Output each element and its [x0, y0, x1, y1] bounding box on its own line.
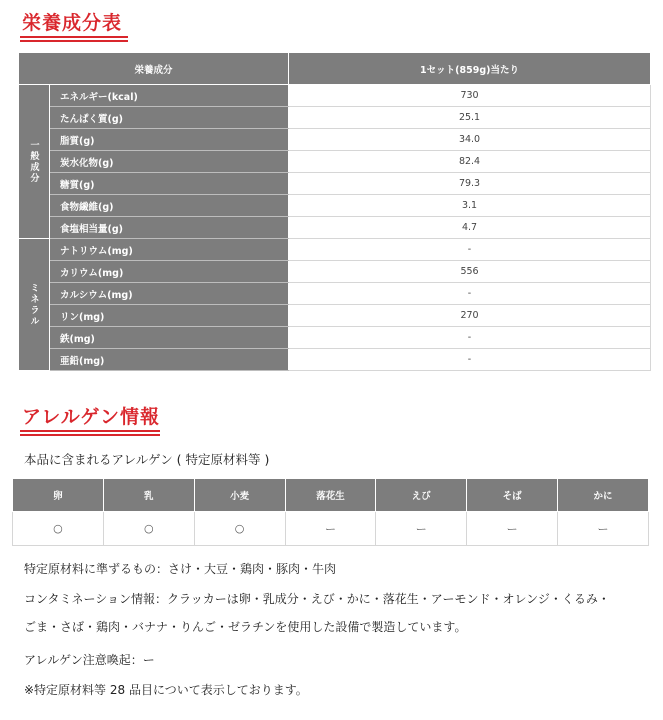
nutrient-name: たんぱく質(g): [50, 107, 289, 129]
allergen-col-wheat: 小麦: [194, 479, 285, 512]
nutrient-name: リン(mg): [50, 305, 289, 327]
allergen-title-underline-2: [20, 434, 160, 436]
allergen-col-crab: かに: [558, 479, 649, 512]
table-row: [13, 512, 649, 546]
nutrient-name: 亜鉛(mg): [50, 349, 289, 371]
table-row: [19, 85, 651, 107]
allergen-mark: ー: [558, 512, 649, 546]
table-row: [19, 261, 651, 283]
amount-header: 1セット(859g)当たり: [289, 53, 651, 85]
nutrient-name: カルシウム(mg): [50, 283, 289, 305]
allergen-mark: ー: [376, 512, 467, 546]
allergen-mark: ○: [103, 512, 194, 546]
table-row: [19, 349, 651, 371]
table-row: [19, 305, 651, 327]
nutrient-value: -: [289, 283, 651, 305]
nutrition-title-underline: [20, 36, 128, 38]
allergen-intro: 本品に含まれるアレルゲン ( 特定原材料等 ): [24, 452, 270, 467]
table-row: [19, 195, 651, 217]
nutrient-name: 炭水化物(g): [50, 151, 289, 173]
nutrient-value: 25.1: [289, 107, 651, 129]
nutrient-value: 270: [289, 305, 651, 327]
nutrient-name: 食塩相当量(g): [50, 217, 289, 239]
table-row: [19, 239, 651, 261]
allergen-title-underline: [20, 430, 160, 432]
nutrient-value: 3.1: [289, 195, 651, 217]
allergen-table: [12, 478, 649, 546]
nutrition-table: [18, 52, 651, 371]
similar-ingredients-note: 特定原材料に準ずるもの：さけ・大豆・鶏肉・豚肉・牛肉: [24, 562, 337, 576]
allergen-col-milk: 乳: [103, 479, 194, 512]
allergen-col-peanut: 落花生: [285, 479, 376, 512]
allergen-caution-note: アレルゲン注意喚起：ー: [24, 653, 155, 667]
contamination-note-cont: ごま・さば・鶏肉・バナナ・りんご・ゼラチンを使用した設備で製造しています。: [24, 620, 467, 634]
nutrient-value: -: [289, 349, 651, 371]
nutrition-title-underline-2: [20, 40, 128, 42]
nutrient-value: -: [289, 239, 651, 261]
allergen-mark: ○: [13, 512, 104, 546]
table-row: [19, 129, 651, 151]
allergen-col-shrimp: えび: [376, 479, 467, 512]
category-general: 一般成分: [19, 85, 50, 239]
nutrient-name: 糖質(g): [50, 173, 289, 195]
allergen-col-egg: 卵: [13, 479, 104, 512]
nutrient-name: 鉄(mg): [50, 327, 289, 349]
table-row: [19, 327, 651, 349]
nutrient-header: 栄養成分: [19, 53, 289, 85]
nutrition-title: 栄養成分表: [22, 12, 123, 34]
allergen-mark: ー: [467, 512, 558, 546]
nutrient-name: エネルギー(kcal): [50, 85, 289, 107]
allergen-title: アレルゲン情報: [22, 406, 161, 428]
nutrient-value: -: [289, 327, 651, 349]
table-row: [19, 107, 651, 129]
nutrient-value: 34.0: [289, 129, 651, 151]
nutrient-value: 79.3: [289, 173, 651, 195]
category-mineral: ミネラル: [19, 239, 50, 371]
allergen-mark: ○: [194, 512, 285, 546]
table-row: [19, 173, 651, 195]
nutrient-value: 556: [289, 261, 651, 283]
nutrient-name: カリウム(mg): [50, 261, 289, 283]
nutrient-value: 82.4: [289, 151, 651, 173]
nutrient-name: ナトリウム(mg): [50, 239, 289, 261]
allergen-col-buckwheat: そば: [467, 479, 558, 512]
display-scope-note: ※特定原材料等 28 品目について表示しております。: [24, 683, 308, 697]
table-row: [19, 217, 651, 239]
contamination-note: コンタミネーション情報：クラッカーは卵・乳成分・えび・かに・落花生・アーモンド・オレンジ・くるみ・: [24, 592, 610, 606]
nutrient-value: 730: [289, 85, 651, 107]
table-row: [19, 283, 651, 305]
allergen-mark: ー: [285, 512, 376, 546]
nutrient-value: 4.7: [289, 217, 651, 239]
nutrient-name: 脂質(g): [50, 129, 289, 151]
table-row: [19, 151, 651, 173]
nutrient-name: 食物繊維(g): [50, 195, 289, 217]
